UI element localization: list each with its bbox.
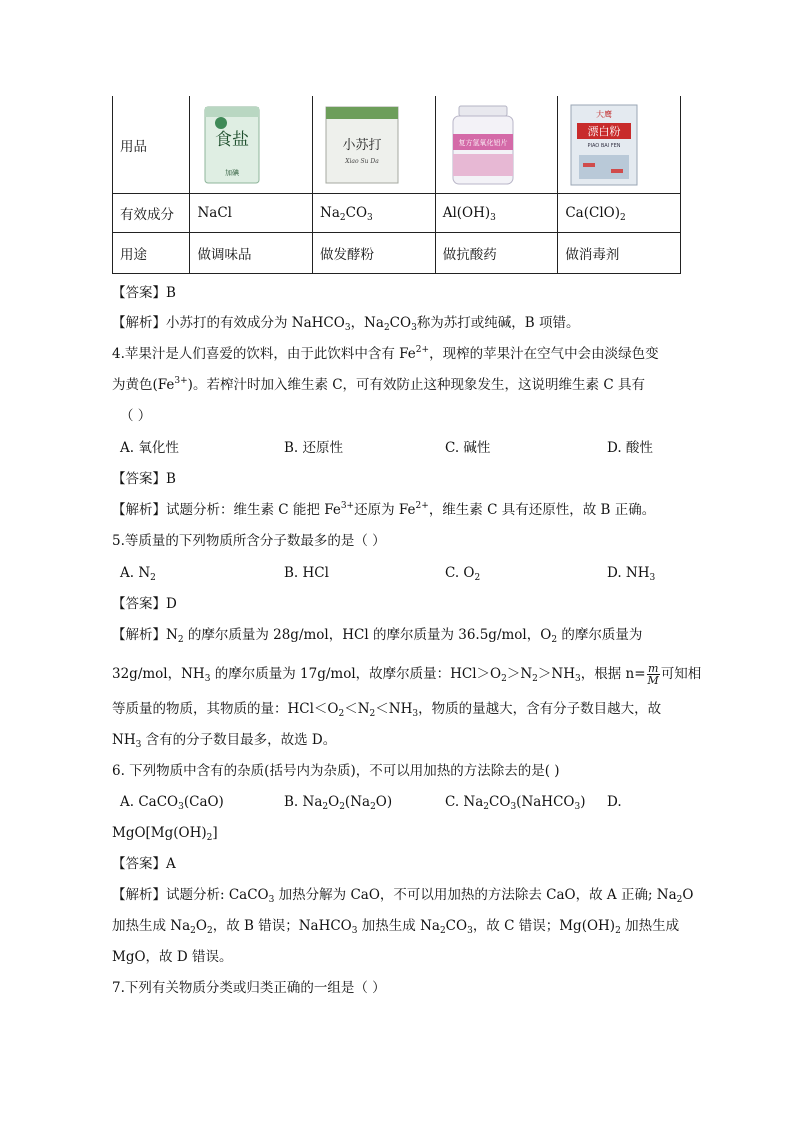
q5-explanation-text1: $N_2$ 的摩尔质量为 28g/mol，HCl 的摩尔质量为 36.5g/mol，$O_2$ 的摩尔质量为 <box>166 627 643 645</box>
use-antacid: 做抗酸药 <box>435 233 558 274</box>
component-antacid: $Al(OH)_3$ <box>435 194 558 233</box>
q4-option-b: B. 还原性 <box>284 440 344 456</box>
use-bleach: 做消毒剂 <box>558 233 681 274</box>
q6-explanation-line1 <box>112 886 693 906</box>
q6-option-d-value: $MgO[Mg(OH)_2]$ <box>112 825 218 843</box>
q6-answer-value: A <box>166 856 176 872</box>
fraction-numerator: m <box>647 662 659 675</box>
q5-answer <box>112 595 177 613</box>
q3-answer <box>112 284 176 302</box>
salt-bag-sublabel: 加碘 <box>225 168 240 177</box>
answer-label: 【答案】 <box>112 285 166 301</box>
q5-explanation-text2a: 32g/mol，$NH_3$ 的摩尔质量为 17g/mol，故摩尔质量：$HCl>O_2>N_2>NH_3$，根据 n= <box>112 666 646 684</box>
q4-option-a: A. 氧化性 <box>120 440 179 456</box>
q4-question-line3: （ ） <box>120 408 152 424</box>
explanation-label: 【解析】 <box>112 502 166 518</box>
q6-option-b: B. $Na_2O_2(Na_2O)$ <box>284 794 393 812</box>
q6-answer <box>112 855 176 873</box>
table-row-product <box>113 96 681 194</box>
q6-explanation-text1: 试题分析: CaCO$_3$ 加热分解为 CaO，不可以用加热的方法除去 CaO，故 A 正确; $Na_2O$ <box>166 887 694 905</box>
q5-explanation-line1 <box>112 626 642 646</box>
q6-option-d: D. <box>607 794 622 810</box>
q4-explanation <box>112 501 655 521</box>
q5-explanation-line2 <box>112 663 701 686</box>
product-table <box>112 96 681 274</box>
row-label-product: 用品 <box>113 96 190 194</box>
component-salt: NaCl <box>190 194 313 233</box>
bleach-brand: 大鹰 <box>596 109 613 119</box>
explanation-label: 【解析】 <box>112 315 166 331</box>
q5-explanation-line3: 等质量的物质，其物质的量：$HCl<O_2<N_2<NH_3$，物质的量越大，含有分子数目越大，故 <box>112 701 662 719</box>
answer-label: 【答案】 <box>112 856 166 872</box>
explanation-label: 【解析】 <box>112 627 166 643</box>
q5-answer-value: D <box>166 596 177 612</box>
q3-explanation <box>112 314 580 334</box>
bleach-sublabel: PIAO BAI FEN <box>587 142 621 149</box>
q4-answer-value: B <box>166 471 176 487</box>
q4-question-line2: 为黄色$(Fe^{3+})$。若榨汁时加入维生素 C，可有效防止这种现象发生，这说明维生素 C 具有 <box>112 376 645 393</box>
answer-label: 【答案】 <box>112 471 166 487</box>
product-image-baking-soda <box>313 96 436 194</box>
use-baking-soda: 做发酵粉 <box>313 233 436 274</box>
product-image-antacid <box>435 96 558 194</box>
q4-option-c: C. 碱性 <box>445 440 491 456</box>
q5-explanation-line4: $NH_3$ 含有的分子数目最多，故选 D。 <box>112 732 337 750</box>
q4-option-d: D. 酸性 <box>607 440 653 456</box>
salt-bag-label: 食盐 <box>215 129 250 150</box>
q5-option-c: C. $O_2$ <box>445 565 481 583</box>
q5-option-d: D. $NH_3$ <box>607 565 656 583</box>
component-baking-soda: $Na_2CO_3$ <box>313 194 436 233</box>
use-salt: 做调味品 <box>190 233 313 274</box>
q3-explanation-text: 小苏打的有效成分为 NaHCO$_3$，$Na_2CO_3$称为苏打或纯碱，B 项错。 <box>166 315 580 333</box>
component-bleach: $Ca(ClO)_2$ <box>558 194 681 233</box>
q6-explanation-line3: MgO，故 D 错误。 <box>112 949 233 965</box>
q4-answer <box>112 470 176 488</box>
formula-fraction <box>647 663 660 686</box>
q4-question-line1: 4.苹果汁是人们喜爱的饮料，由于此饮料中含有 $Fe^{2+}$，现榨的苹果汁在空气中会由淡绿色变 <box>112 345 659 362</box>
explanation-label: 【解析】 <box>112 887 166 903</box>
q5-option-b: B. HCl <box>284 565 329 581</box>
row-label-component: 有效成分 <box>113 194 190 233</box>
q6-option-c: C. $Na_2CO_3(NaHCO_3)$ <box>445 794 586 812</box>
q6-explanation-line2: 加热生成 $Na_2O_2$，故 B 错误；NaHCO$_3$ 加热生成 $Na_2CO_3$，故 C 错误；$Mg(OH)_2$ 加热生成 <box>112 918 680 936</box>
product-image-bleach <box>558 96 681 194</box>
product-image-salt <box>190 96 313 194</box>
bleach-label: 漂白粉 <box>587 124 621 138</box>
q6-question: 6. 下列物质中含有的杂质(括号内为杂质)，不可以用加热的方法除去的是( ) <box>112 763 560 779</box>
q4-explanation-text: 试题分析：维生素 C 能把 $Fe^{3+}$还原为 $Fe^{2+}$，维生素 C 具有还原性，故 B 正确。 <box>166 501 656 518</box>
answer-label: 【答案】 <box>112 596 166 612</box>
q5-question: 5.等质量的下列物质所含分子数最多的是（ ） <box>112 533 386 549</box>
q7-question: 7.下列有关物质分类或归类正确的一组是（ ） <box>112 980 386 996</box>
q6-option-a: A. CaCO$_3$(CaO) <box>120 794 224 812</box>
fraction-denominator: M <box>647 674 659 687</box>
row-label-use: 用途 <box>113 233 190 274</box>
antacid-label: 复方氢氧化铝片 <box>458 138 508 147</box>
q5-option-a: A. $N_2$ <box>120 565 156 583</box>
q5-explanation-text2b: 可知相 <box>660 666 702 682</box>
table-row-component <box>113 194 681 233</box>
q3-answer-value: B <box>166 285 176 301</box>
baking-soda-label: 小苏打 <box>342 137 382 153</box>
baking-soda-sublabel: Xiao Su Da <box>345 157 379 165</box>
table-row-use <box>113 233 681 274</box>
